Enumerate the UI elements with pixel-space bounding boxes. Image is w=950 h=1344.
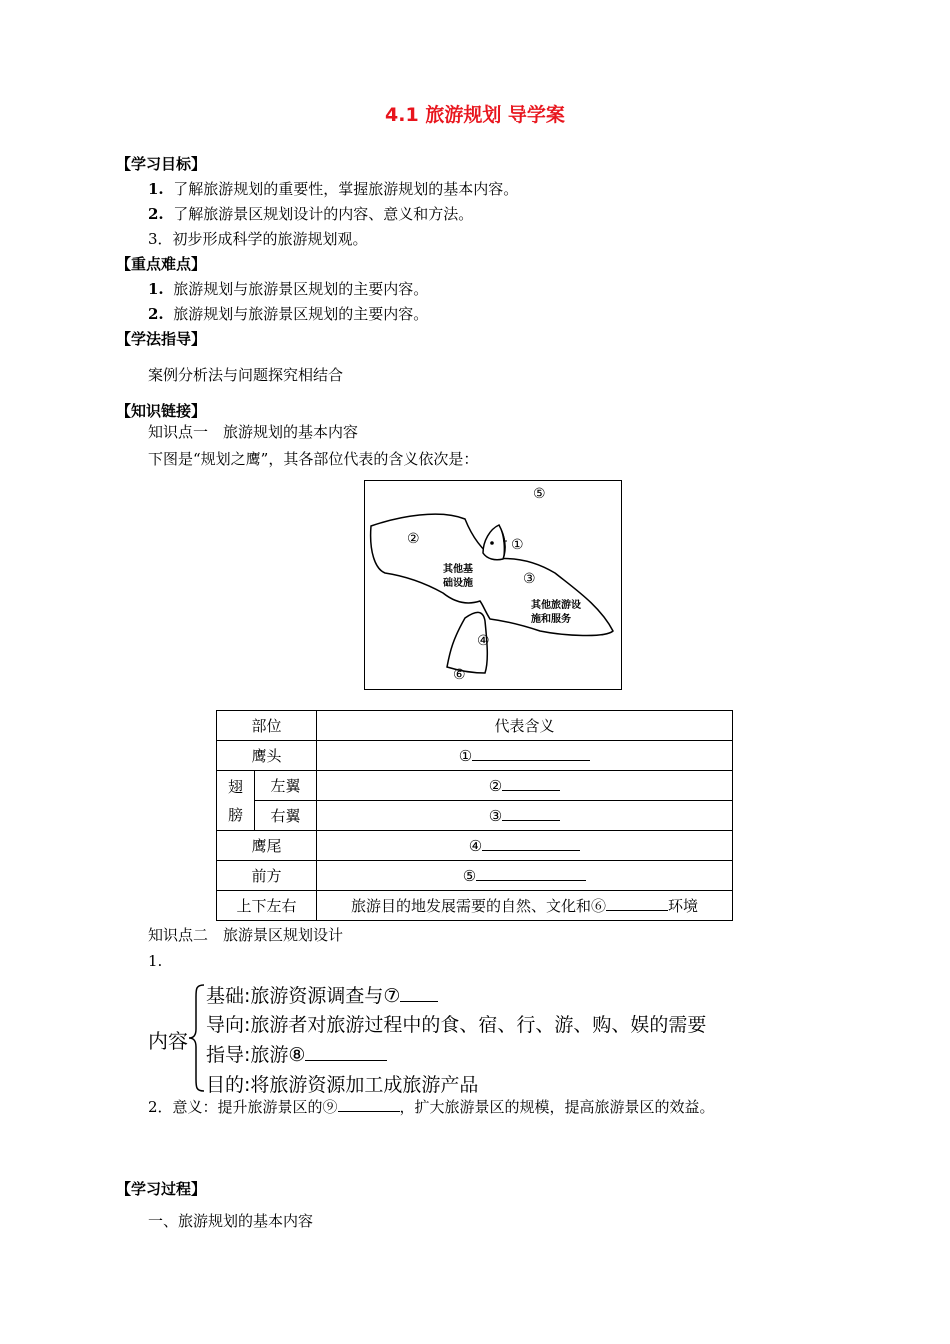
meaning-cell: ③ — [317, 801, 733, 831]
knowledge-point-2: 知识点二 旅游景区规划设计 — [148, 926, 344, 944]
label-6: ⑥ — [453, 667, 466, 683]
part-cell: 前方 — [217, 861, 317, 891]
knowledge-heading: 【知识链接】 — [116, 402, 207, 420]
brace-shape — [188, 983, 206, 1093]
table-row — [217, 741, 733, 771]
eagle-diagram — [364, 480, 622, 690]
point-2-number: 1. — [148, 952, 163, 970]
goals-heading: 【学习目标】 — [116, 155, 207, 173]
eagle-eye — [490, 541, 494, 545]
part-cell: 鹰头 — [217, 741, 317, 771]
table-row — [217, 771, 733, 801]
content-line-basis: 基础:旅游资源调查与⑦ — [206, 981, 438, 1008]
header-part: 部位 — [217, 711, 317, 741]
meaning-line: 2．意义：提升旅游景区的⑨ ，扩大旅游景区的规模，提高旅游景区的效益。 — [148, 1098, 715, 1116]
goal-item-2: 2. 了解旅游景区规划设计的内容、意义和方法。 — [148, 205, 474, 223]
meaning-cell: ④ — [317, 831, 733, 861]
table-row — [217, 861, 733, 891]
part-cell: 上下左右 — [217, 891, 317, 921]
content-label: 内容 — [148, 1029, 188, 1053]
content-line-purpose: 目的:将旅游资源加工成旅游产品 — [206, 1074, 479, 1096]
process-heading: 【学习过程】 — [116, 1180, 207, 1198]
part-cell: 右翼 — [255, 801, 317, 831]
meaning-cell: 旅游目的地发展需要的自然、文化和⑥ 环境 — [317, 891, 733, 921]
goal-item-3: 3．初步形成科学的旅游规划观。 — [148, 230, 368, 248]
table-row — [217, 891, 733, 921]
meaning-cell: ⑤ — [317, 861, 733, 891]
wing-group-text: 翅膀 — [227, 777, 243, 824]
label-5: ⑤ — [533, 486, 546, 502]
key-points-heading: 【重点难点】 — [116, 255, 207, 273]
key-point-item-2: 2. 旅游规划与旅游景区规划的主要内容。 — [148, 305, 429, 323]
other-infrastructure-text: 其他基 础设施 — [443, 564, 473, 589]
eagle-drawing — [365, 481, 621, 689]
label-4: ④ — [477, 633, 490, 649]
table-row — [217, 711, 733, 741]
header-meaning: 代表含义 — [317, 711, 733, 741]
goal-item-1: 1. 了解旅游规划的重要性，掌握旅游规划的基本内容。 — [148, 180, 519, 198]
table-row — [217, 801, 733, 831]
table-row — [217, 831, 733, 861]
key-point-item-1: 1. 旅游规划与旅游景区规划的主要内容。 — [148, 280, 429, 298]
meaning-cell: ② — [317, 771, 733, 801]
content-line-guidance: 指导:旅游⑧ — [206, 1040, 387, 1067]
eagle-parts-table — [216, 710, 733, 921]
page-title: 4.1 旅游规划 导学案 — [385, 104, 565, 126]
label-2: ② — [407, 531, 420, 547]
label-1: ① — [511, 537, 524, 553]
other-tourism-services-text: 其他旅游设 施和服务 — [531, 600, 581, 625]
eagle-intro: 下图是“规划之鹰”，其各部位代表的含义依次是： — [148, 450, 479, 468]
wing-group-cell — [217, 771, 255, 831]
part-cell: 左翼 — [255, 771, 317, 801]
method-heading: 【学法指导】 — [116, 330, 207, 348]
knowledge-point-1: 知识点一 旅游规划的基本内容 — [148, 423, 359, 441]
method-text: 案例分析法与问题探究相结合 — [148, 366, 344, 384]
part-cell: 鹰尾 — [217, 831, 317, 861]
process-item-1: 一、旅游规划的基本内容 — [148, 1212, 314, 1230]
content-line-orientation: 导向:旅游者对旅游过程中的食、宿、行、游、购、娱的需要 — [206, 1014, 707, 1036]
meaning-cell: ① — [317, 741, 733, 771]
label-3: ③ — [523, 571, 536, 587]
